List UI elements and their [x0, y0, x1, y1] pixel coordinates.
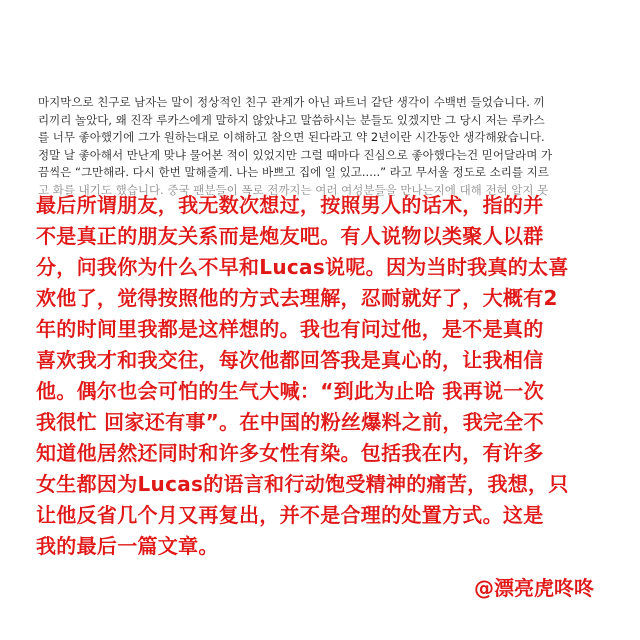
chinese-line-2: 不是真正的朋友关系而是炮友吧。有人说物以类聚人以群	[36, 224, 544, 248]
korean-paragraph	[38, 94, 604, 199]
chinese-line-4: 欢他了，觉得按照他的方式去理解，忍耐就好了，大概有2	[36, 286, 558, 310]
chinese-line-12: 我的最后一篇文章。	[36, 534, 219, 558]
chinese-line-11: 让他反省几个月又再复出，并不是合理的处置方式。这是	[36, 503, 544, 527]
chinese-line-8: 我很忙 回家还有事”。在中国的粉丝爆料之前，我完全不	[36, 410, 544, 434]
chinese-line-1: 最后所谓朋友，我无数次想过，按照男人的话术，指的并	[36, 193, 544, 217]
chinese-translation	[36, 190, 608, 562]
korean-line-1: 마지막으로 친구로 남자는 말이 정상적인 친구 관계가 아닌 파트너 같단 생각이 수백번 들었습니다. 끼	[38, 95, 545, 109]
chinese-line-10: 女生都因为Lucas的语言和行动饱受精神的痛苦，我想，只	[36, 472, 569, 496]
korean-line-2: 리끼리 놀았다, 왜 진작 루카스에게 말하지 않았냐고 말씀하시는 분들도 있겠지만 그 당시 저는 루카스	[38, 112, 545, 127]
korean-line-3: 를 너무 좋아했기에 그가 원하는대로 이해하고 참으면 된다라고 약 2년이란 시간동안 생각해왔습니다.	[38, 130, 545, 144]
korean-line-6: 고 화를 내기도 했습니다. 중국 팬분들이 폭로 전까지는 여러 여성분들을 만나는지에 대해 전혀 알지 못	[38, 182, 549, 197]
chinese-line-7: 他。偶尔也会可怕的生气大喊：“到此为止哈 我再说一次	[36, 379, 544, 403]
chinese-line-9: 知道他居然还同时和许多女性有染。包括我在内，有许多	[36, 441, 544, 465]
chinese-line-6: 喜欢我才和我交往，每次他都回答我是真心的，让我相信	[36, 348, 544, 372]
chinese-line-3: 分，问我你为什么不早和Lucas说呢。因为当时我真的太喜	[36, 255, 569, 279]
chinese-line-5: 年的时间里我都是这样想的。我也有问过他，是不是真的	[36, 317, 544, 341]
author-signature: @漂亮虎咚咚	[474, 576, 594, 600]
korean-line-4: 정말 날 좋아해서 만난게 맞냐 물어본 적이 있었지만 그럴 때마다 진심으로 좋아했다는건 믿어달라며 가	[38, 147, 553, 162]
korean-line-5: 끔씩은 “그만해라. 다시 한번 말해줄게. 나는 바쁘고 집에 일 있고.....” 라고 무서울 정도로 소리를 지르	[38, 165, 549, 179]
